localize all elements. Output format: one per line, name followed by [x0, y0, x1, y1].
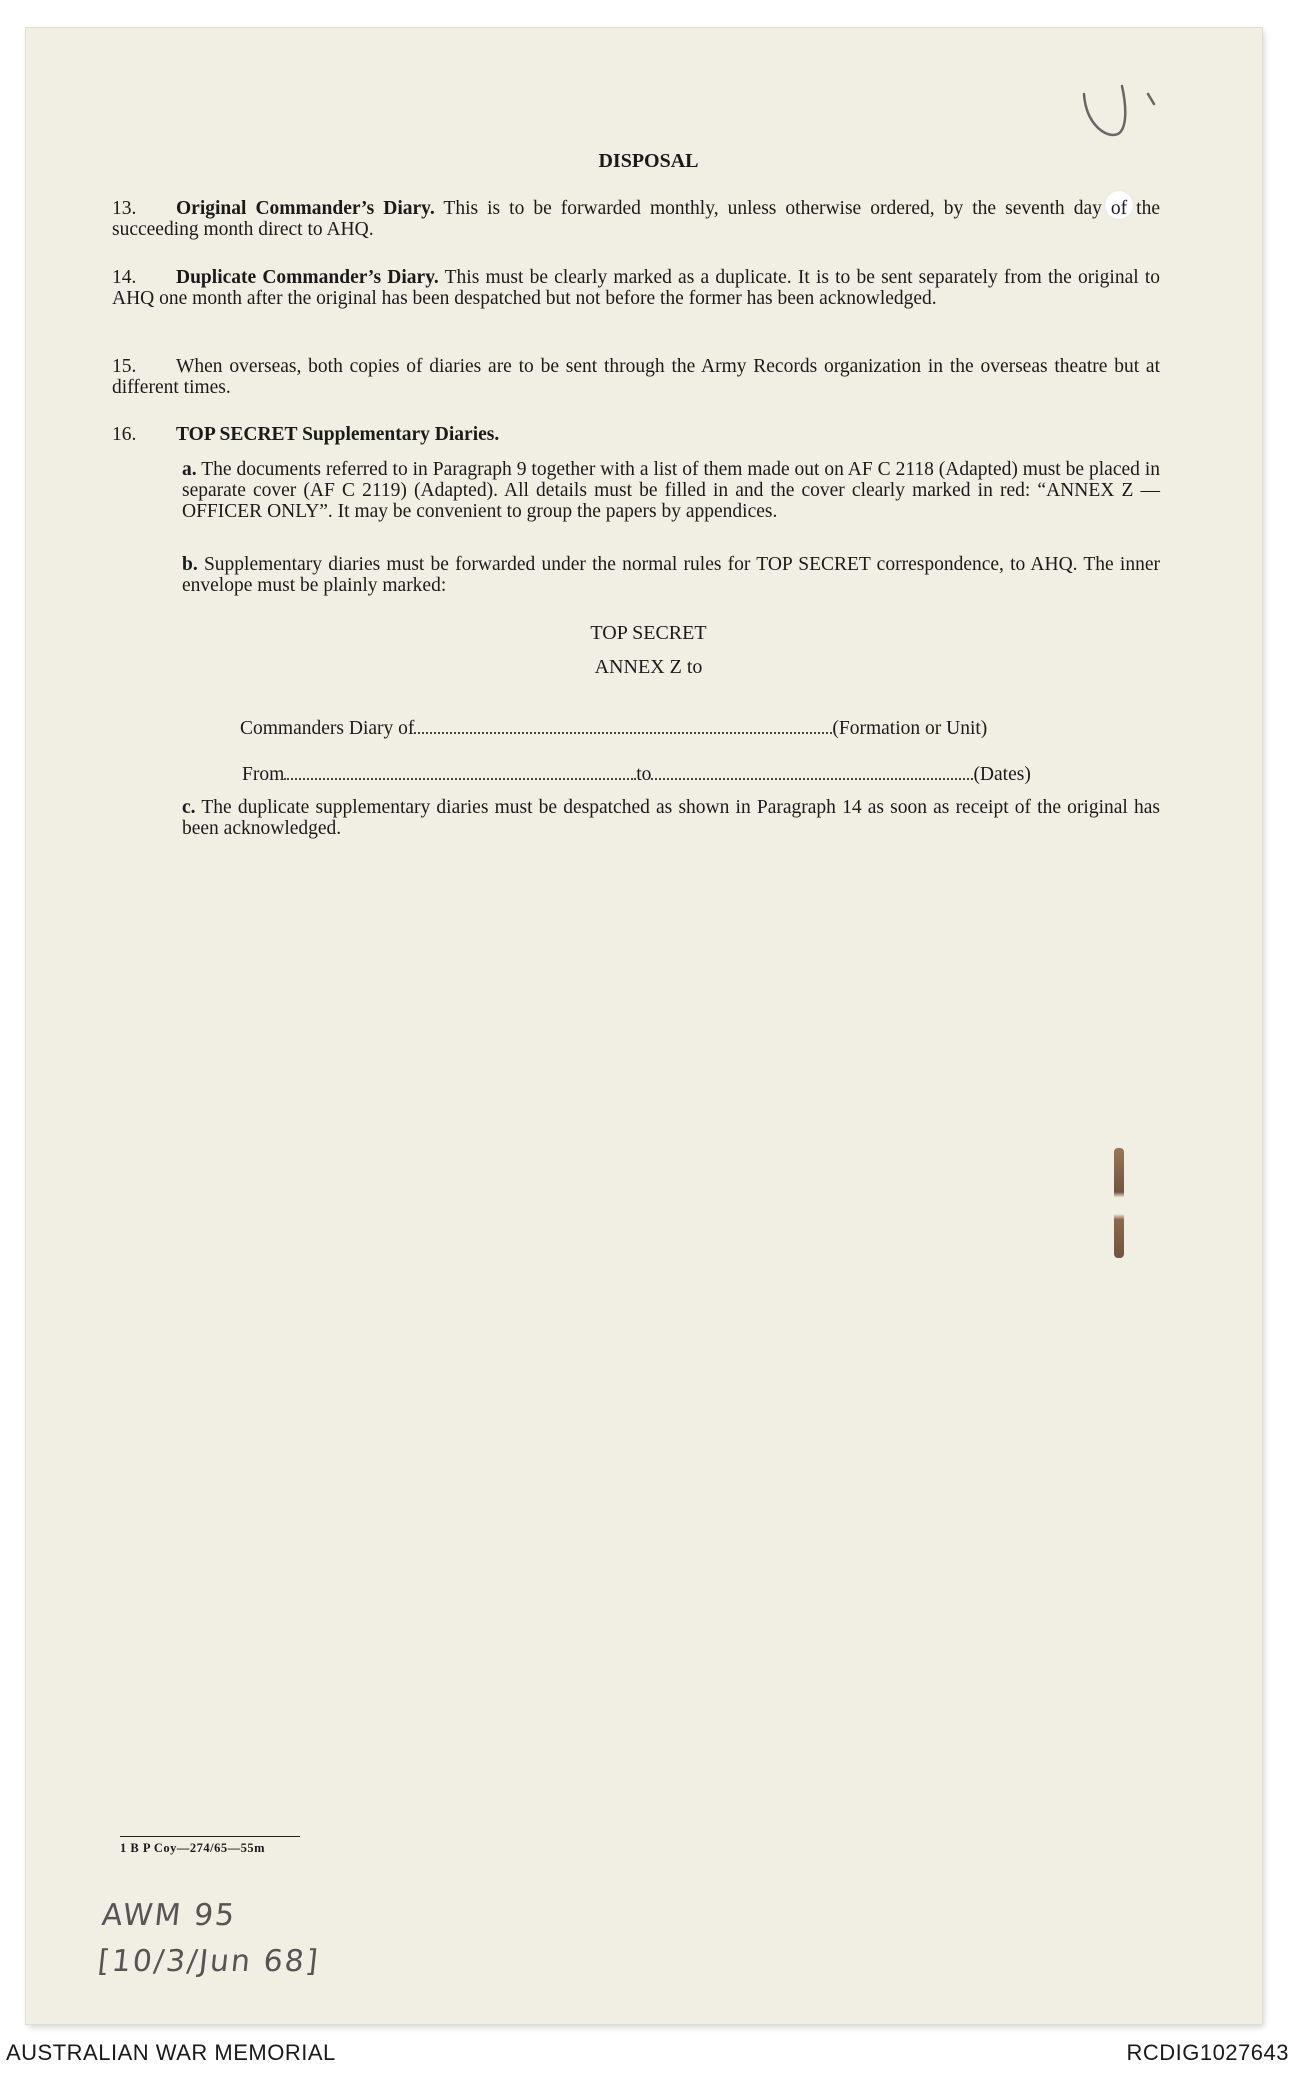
marking-top-secret: TOP SECRET	[590, 622, 707, 644]
footer-institution: AUSTRALIAN WAR MEMORIAL	[6, 2040, 336, 2065]
paragraph-15-text: When overseas, both copies of diaries are to be sent through the Army Records organization in the overseas theatre but at different times.	[112, 356, 1160, 398]
handwritten-date: [10/3/Jun 68]	[96, 1944, 322, 1979]
paragraph-16-title: TOP SECRET Supplementary Diaries.	[176, 424, 500, 445]
paragraph-16c: c. The duplicate supplementary diaries must be despatched as shown in Paragraph 14 as soon as receipt of the original has been acknowledged.	[182, 797, 1160, 839]
paragraph-16b-text: Supplementary diaries must be forwarded under the normal rules for TOP SECRET correspondence, to AHQ. The inner envelope must be plainly marked:	[182, 554, 1160, 596]
paragraph-16c-text: The duplicate supplementary diaries must be despatched as shown in Paragraph 14 as soon as receipt of the original has been acknowledged.	[182, 797, 1160, 839]
paragraph-14: 14. Duplicate Commander’s Diary. This must be clearly marked as a duplicate. It is to be sent separately from the original to AHQ one month after the original has been despatched but not before the former has been acknowledged.	[112, 267, 1161, 309]
paragraph-16a: a. The documents referred to in Paragraph 9 together with a list of them made out on AF C 2118 (Adapted) must be placed in separate cover (AF C 2119) (Adapted). All details must be filled in and the cover clearly marked in red: “ANNEX Z — OFFICER ONLY”. It may be convenient to group the papers by appendices.	[182, 459, 1160, 522]
dotted-blank	[651, 762, 973, 780]
form-line-commanders-diary: Commanders Diary of (Formation or Unit)	[240, 718, 988, 739]
paragraph-16a-text: The documents referred to in Paragraph 9 together with a list of them made out on AF C 2118 (Adapted) must be placed in separate cover (AF C 2119) (Adapted). All details must be filled in and the cover clearly marked in red: “ANNEX Z — OFFICER ONLY”. It may be convenient to group the papers by appendices.	[182, 459, 1160, 522]
paragraph-14-title: Duplicate Commander’s Diary.	[176, 267, 439, 288]
footer-identifier: RCDIG1027643	[1126, 2040, 1289, 2065]
printer-imprint: 1 B P Coy—274/65—55m	[120, 1841, 266, 1855]
form-line-dates: From to (Dates)	[242, 764, 1031, 785]
dotted-blank	[284, 762, 636, 780]
paragraph-13-text: This is to be forwarded monthly, unless otherwise ordered, by the seventh day of the succeeding month direct to AHQ.	[112, 198, 1160, 240]
paragraph-16b: b. Supplementary diaries must be forwarded under the normal rules for TOP SECRET correspondence, to AHQ. The inner envelope must be plainly marked:	[182, 554, 1160, 596]
handwritten-reference: AWM 95	[100, 1898, 238, 1933]
paragraph-13-title: Original Commander’s Diary.	[176, 198, 435, 219]
paragraph-14-text: This must be clearly marked as a duplicate. It is to be sent separately from the original to AHQ one month after the original has been despatched but not before the former has been acknowledged.	[112, 267, 1161, 309]
marking-annex-z: ANNEX Z to	[594, 656, 703, 678]
paragraph-16: 16. TOP SECRET Supplementary Diaries.	[112, 424, 500, 445]
paragraph-13: 13. Original Commander’s Diary. This is to be forwarded monthly, unless otherwise ordered, by the seventh day of the succeeding month direct to AHQ.	[112, 198, 1160, 240]
dotted-blank	[414, 716, 832, 734]
printer-rule	[120, 1836, 300, 1837]
section-heading: DISPOSAL	[598, 150, 699, 172]
paragraph-15: 15. When overseas, both copies of diaries are to be sent through the Army Records organization in the overseas theatre but at different times.	[112, 356, 1160, 398]
